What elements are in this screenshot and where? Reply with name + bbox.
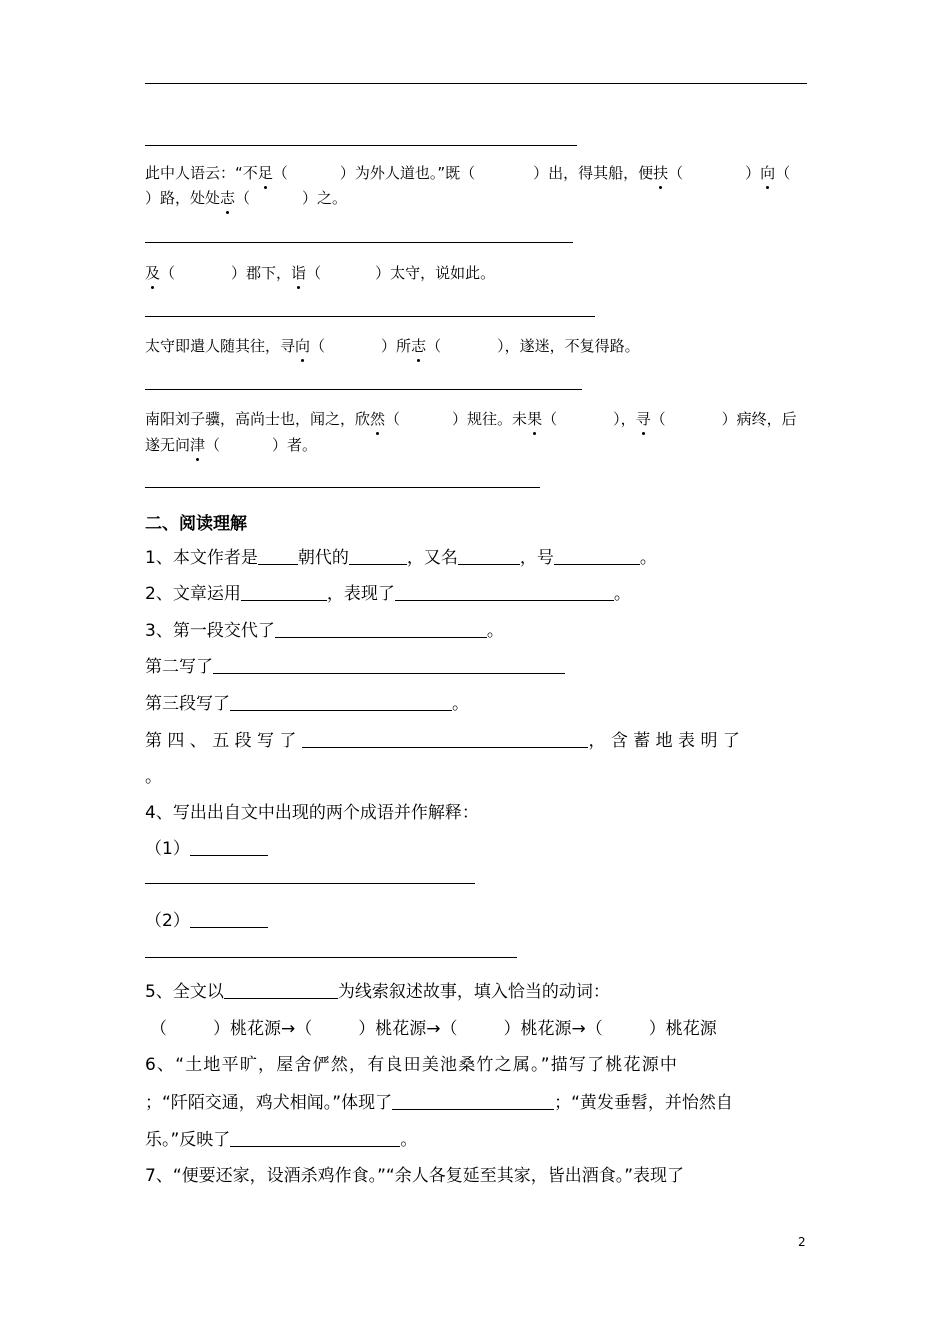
answer-line: [145, 389, 582, 390]
question-2: 2、文章运用 ，表现了 。: [145, 584, 631, 604]
answer-line: [145, 83, 807, 84]
page-number: 2: [798, 1235, 806, 1249]
answer-line: [145, 242, 573, 243]
answer-line: [145, 145, 577, 146]
vocab-line-3: 及（ ）郡下，诣（ ）太守，说如此。: [145, 264, 496, 282]
idiom-1: （1）: [145, 834, 268, 859]
idiom-2: （2）: [145, 906, 268, 931]
question-6-part-2: ；“阡陌交通，鸡犬相闻。”体现了 ；“黄发垂髫，并怡然自: [145, 1093, 733, 1113]
question-5: 5、全文以 为线索叙述故事，填入恰当的动词：: [145, 982, 610, 1002]
section-heading: 二、阅读理解: [145, 514, 247, 534]
question-4: 4、写出出自文中出现的两个成语并作解释：: [145, 803, 479, 823]
question-3-part-4: 第 四 、 五 段 写 了 ， 含 蓄 地 表 明 了: [145, 731, 740, 751]
question-7: 7、“便要还家，设酒杀鸡作食。”“余人各复延至其家，皆出酒食。”表现了: [145, 1166, 685, 1186]
vocab-line-2: ）路，处处志（ ）之。: [145, 189, 348, 207]
question-3: 3、第一段交代了 。: [145, 621, 504, 641]
answer-line: [145, 487, 540, 488]
vocab-line-4: 太守即遣人随其往，寻向（ ）所志（ ），遂迷，不复得路。: [145, 337, 640, 355]
question-1: 1、本文作者是 朝代的 ，又名 ，号 。: [145, 548, 657, 568]
question-6: 6、“土地平旷，屋舍俨然，有良田美池桑竹之属。”描写了桃花源中: [145, 1055, 679, 1075]
vocab-line-6: 遂无问津（ ）者。: [145, 436, 318, 454]
vocab-line-1: 此中人语云：“不足（ ）为外人道也。”既（ ）出，得其船，便扶（ ）向（: [145, 164, 791, 182]
question-3-part-4-end: 。: [145, 767, 162, 787]
question-3-part-3: 第三段写了 。: [145, 694, 469, 714]
answer-line: [145, 883, 475, 884]
vocab-line-5: 南阳刘子骥，高尚士也，闻之，欣然（ ）规往。未果（ ），寻（ ）病终，后: [145, 410, 797, 428]
question-6-part-3: 乐。”反映了 。: [145, 1130, 418, 1150]
question-5-flow: （ ）桃花源→（ ）桃花源→（ ）桃花源→（ ）桃花源: [150, 1019, 717, 1039]
question-3-part-2: 第二写了: [145, 652, 565, 677]
answer-line: [145, 316, 595, 317]
answer-line: [145, 957, 517, 958]
